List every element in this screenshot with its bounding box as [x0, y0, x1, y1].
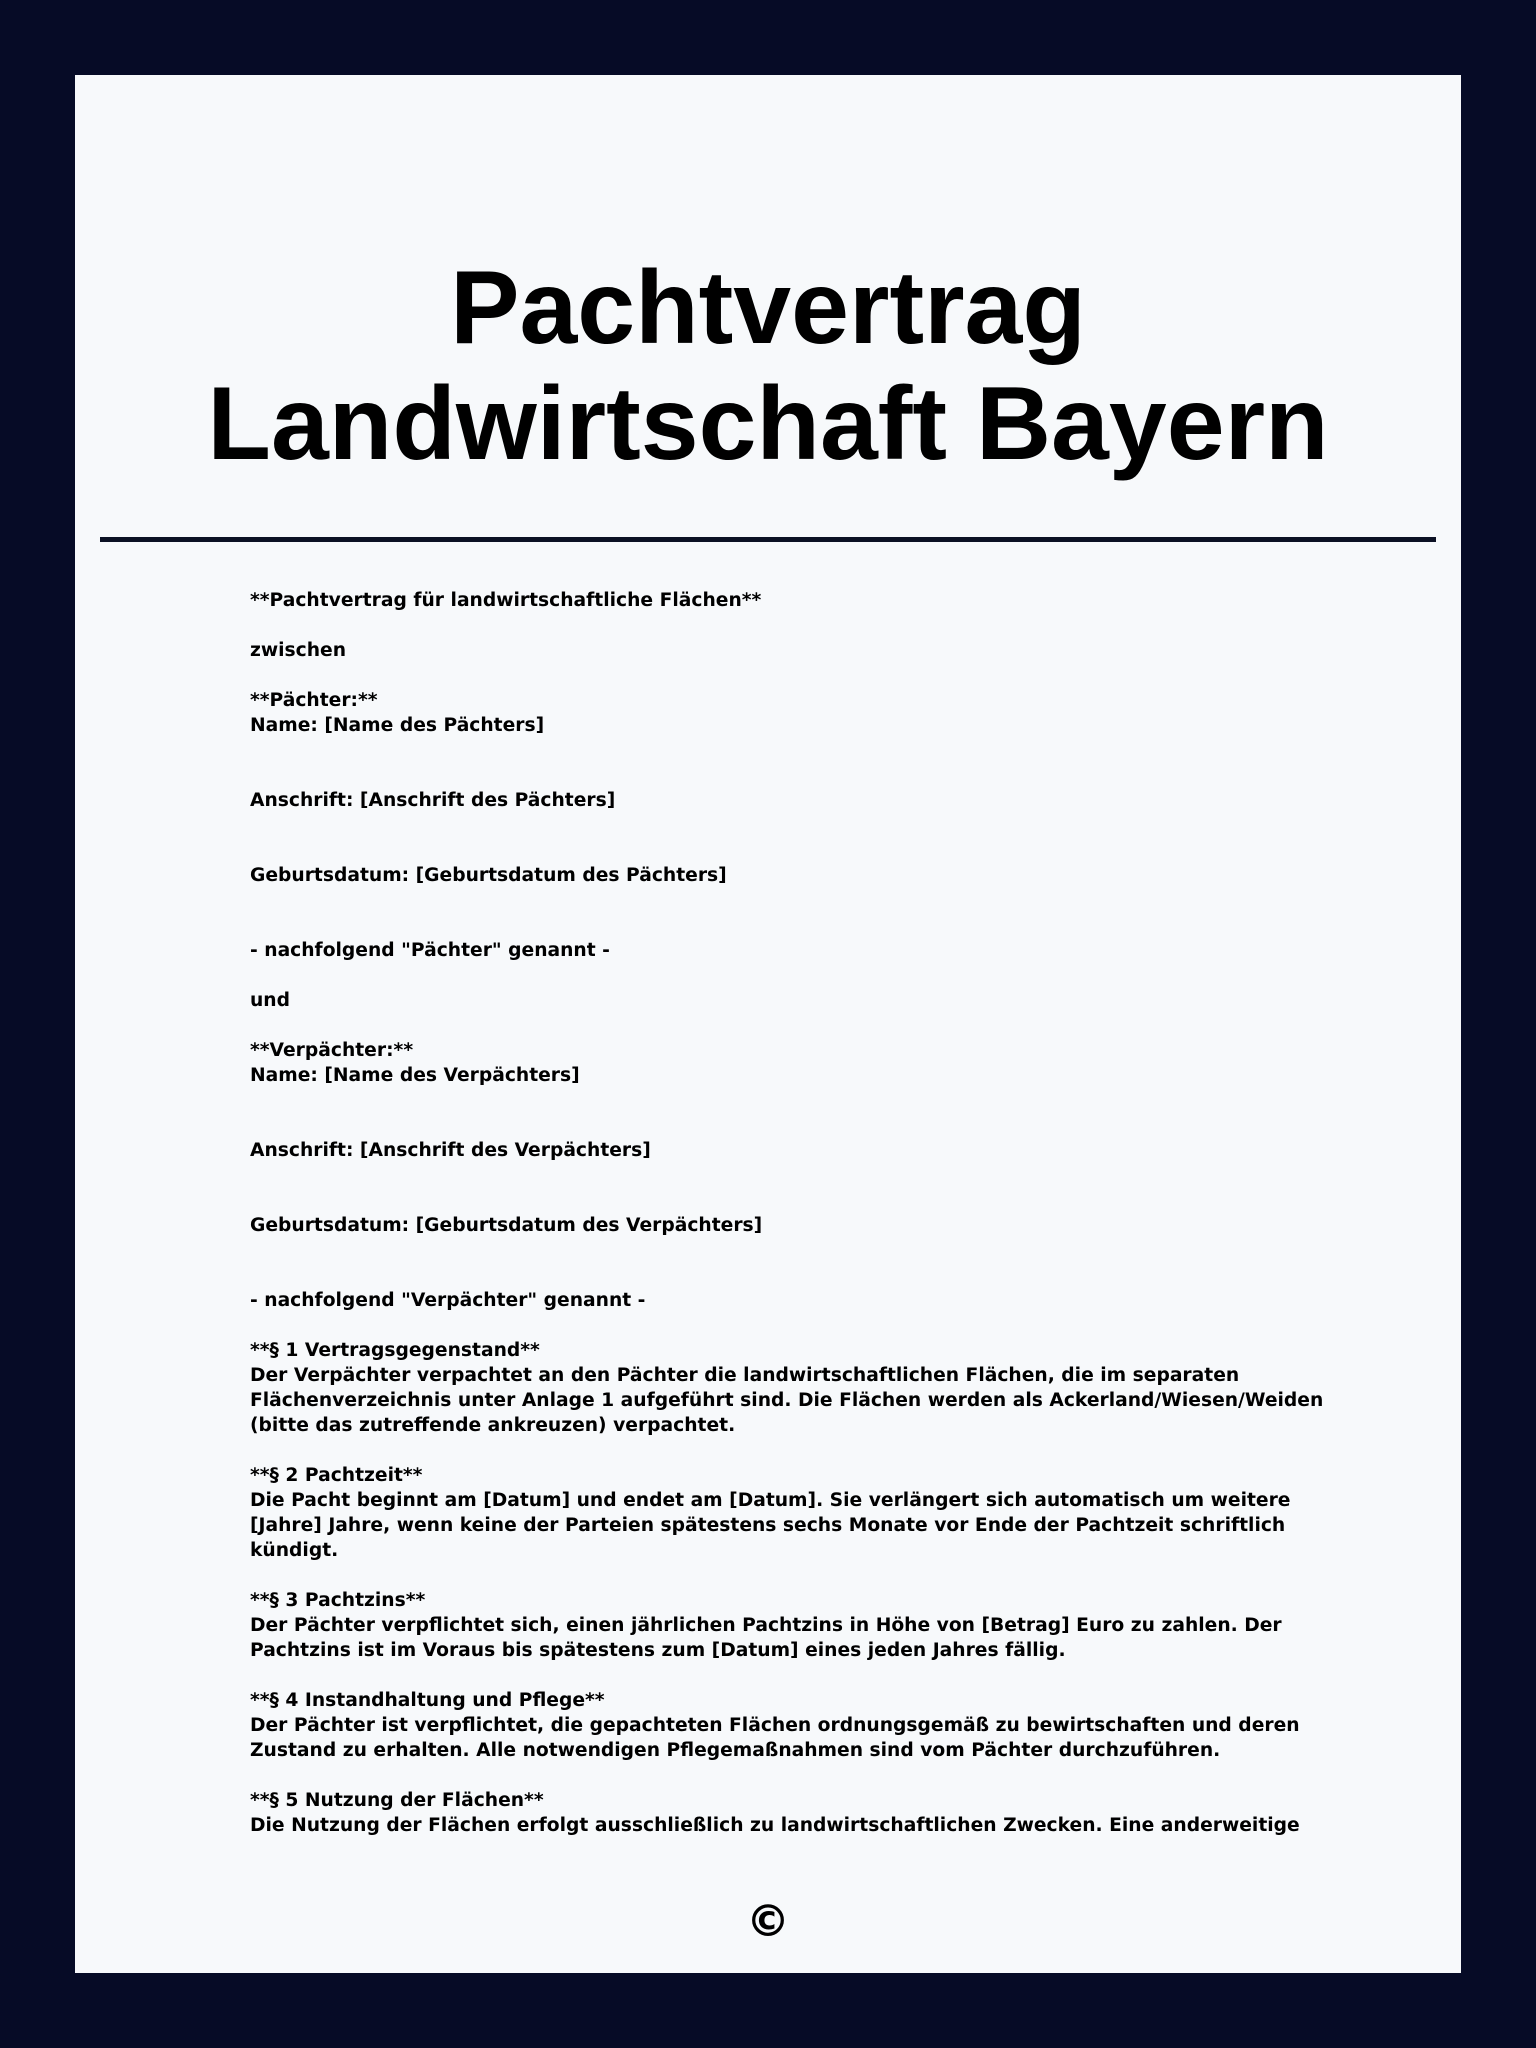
landlord-designation: - nachfolgend "Verpächter" genannt - [250, 1290, 646, 1311]
section-text: Der Pächter verpflichtet sich, einen jährlichen Pachtzins in Höhe von [Betrag] Euro zu zahlen. Der Pachtzins ist im Voraus bis spätestens zum [Datum] eines jeden Jahres fällig. [250, 1615, 1282, 1661]
contract-heading: **Pachtvertrag für landwirtschaftliche Flächen** [250, 590, 762, 611]
tenant-designation: - nachfolgend "Pächter" genannt - [250, 940, 610, 961]
section-text: Der Verpächter verpachtet an den Pächter die landwirtschaftlichen Flächen, die im separaten Flächenverzeichnis unter Anlage 1 aufgeführt sind. Die Flächen werden als Ackerland/Wiesen/Weiden (bitte das zutreffende ankreuzen) verpachtet. [250, 1365, 1324, 1436]
section-heading: **§ 5 Nutzung der Flächen** [250, 1790, 544, 1811]
contract-body [250, 588, 1350, 1838]
section-heading: **§ 2 Pachtzeit** [250, 1465, 423, 1486]
section-text: Die Pacht beginnt am [Datum] und endet am [Datum]. Sie verlängert sich automatisch um weitere [Jahre] Jahre, wenn keine der Parteien spätestens sechs Monate vor Ende der Pachtzeit schriftlich kündigt. [250, 1490, 1291, 1561]
tenant-label: **Pächter:** [250, 690, 378, 711]
section-heading: **§ 4 Instandhaltung und Pflege** [250, 1690, 605, 1711]
landlord-label: **Verpächter:** [250, 1040, 414, 1061]
landlord-name: Name: [Name des Verpächters] [250, 1065, 580, 1086]
tenant-name: Name: [Name des Pächters] [250, 715, 545, 736]
document-title: Pachtvertrag Landwirtschaft Bayern [207, 250, 1329, 482]
document-page [75, 75, 1461, 1973]
landlord-address: Anschrift: [Anschrift des Verpächters] [250, 1140, 651, 1161]
between-text: zwischen [250, 640, 347, 661]
title-divider [100, 537, 1436, 542]
section-heading: **§ 1 Vertragsgegenstand** [250, 1340, 540, 1361]
section-text: Die Nutzung der Flächen erfolgt ausschließlich zu landwirtschaftlichen Zwecken. Eine anderweitige [250, 1815, 1300, 1836]
tenant-birthdate: Geburtsdatum: [Geburtsdatum des Pächters] [250, 865, 727, 886]
section-text: Der Pächter ist verpflichtet, die gepachteten Flächen ordnungsgemäß zu bewirtschaften und deren Zustand zu erhalten. Alle notwendigen Pflegemaßnahmen sind vom Pächter durchzuführen. [250, 1715, 1300, 1761]
landlord-birthdate: Geburtsdatum: [Geburtsdatum des Verpächters] [250, 1215, 763, 1236]
and-text: und [250, 990, 290, 1011]
tenant-address: Anschrift: [Anschrift des Pächters] [250, 790, 616, 811]
section-heading: **§ 3 Pachtzins** [250, 1590, 426, 1611]
copyright-icon: © [746, 1896, 790, 1947]
